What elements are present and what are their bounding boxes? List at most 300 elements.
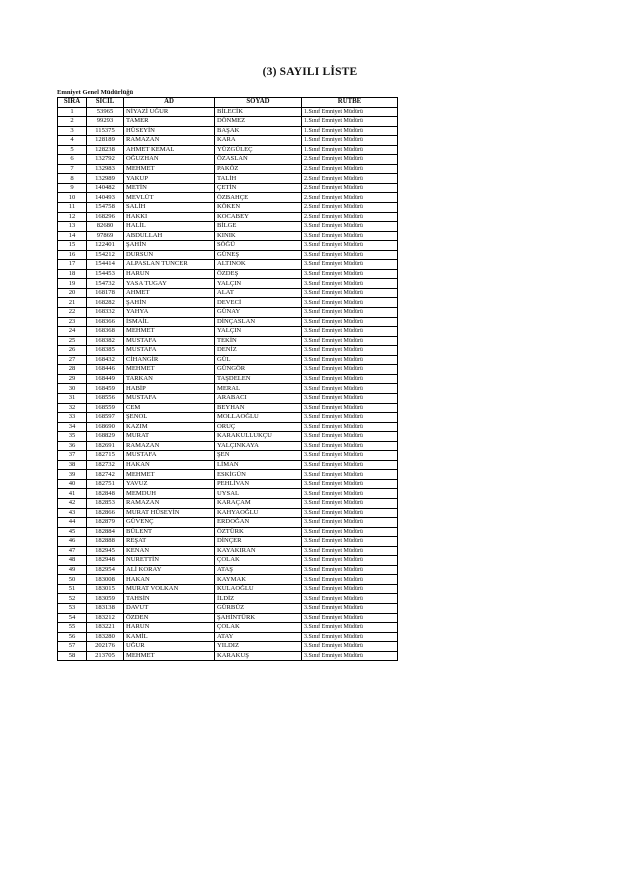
cell-soyad: ATAY (215, 632, 302, 642)
cell-sira: 23 (58, 317, 87, 327)
cell-sira: 38 (58, 460, 87, 470)
cell-sicil: 168332 (87, 308, 124, 318)
cell-soyad: TEKİN (215, 336, 302, 346)
cell-sira: 12 (58, 212, 87, 222)
cell-soyad: ARABACI (215, 393, 302, 403)
table-row (58, 384, 398, 394)
cell-rutbe: 3.Sınıf Emniyet Müdürü (302, 613, 398, 623)
cell-sira: 50 (58, 575, 87, 585)
cell-sicil: 154212 (87, 250, 124, 260)
cell-soyad: YÜZGÜLEÇ (215, 145, 302, 155)
cell-ad: TAMER (124, 117, 215, 127)
table-row (58, 212, 398, 222)
cell-sira: 6 (58, 155, 87, 165)
cell-rutbe: 2.Sınıf Emniyet Müdürü (302, 193, 398, 203)
cell-sicil: 182888 (87, 537, 124, 547)
table-row (58, 241, 398, 251)
cell-ad: DURSUN (124, 250, 215, 260)
table-row (58, 126, 398, 136)
cell-rutbe: 1.Sınıf Emniyet Müdürü (302, 145, 398, 155)
cell-soyad: YALÇINKAYA (215, 441, 302, 451)
cell-sicil: 140482 (87, 183, 124, 193)
cell-soyad: ÖZDEŞ (215, 269, 302, 279)
table-row (58, 623, 398, 633)
table-row (58, 107, 398, 117)
cell-ad: MEVLÜT (124, 193, 215, 203)
cell-sicil: 182848 (87, 489, 124, 499)
cell-rutbe: 3.Sınıf Emniyet Müdürü (302, 470, 398, 480)
cell-sicil: 183212 (87, 613, 124, 623)
cell-rutbe: 3.Sınıf Emniyet Müdürü (302, 498, 398, 508)
cell-rutbe: 3.Sınıf Emniyet Müdürü (302, 346, 398, 356)
cell-ad: KENAN (124, 546, 215, 556)
cell-sira: 9 (58, 183, 87, 193)
cell-sira: 26 (58, 346, 87, 356)
cell-sicil: 183059 (87, 594, 124, 604)
table-row (58, 298, 398, 308)
cell-soyad: SÖĞÜ (215, 241, 302, 251)
cell-soyad: BEYHAN (215, 403, 302, 413)
cell-sicil: 182884 (87, 527, 124, 537)
cell-sira: 41 (58, 489, 87, 499)
cell-sira: 55 (58, 623, 87, 633)
cell-ad: YAVUZ (124, 479, 215, 489)
cell-ad: TAHSİN (124, 594, 215, 604)
cell-sicil: 182751 (87, 479, 124, 489)
cell-sira: 54 (58, 613, 87, 623)
cell-rutbe: 3.Sınıf Emniyet Müdürü (302, 365, 398, 375)
cell-sira: 52 (58, 594, 87, 604)
header-rutbe: RÜTBE (302, 98, 398, 108)
cell-ad: MUSTAFA (124, 336, 215, 346)
cell-ad: MUSTAFA (124, 346, 215, 356)
cell-ad: ŞAHİN (124, 298, 215, 308)
table-row (58, 584, 398, 594)
cell-ad: ALİ KORAY (124, 565, 215, 575)
cell-sicil: 168282 (87, 298, 124, 308)
cell-soyad: ATAŞ (215, 565, 302, 575)
table-row (58, 174, 398, 184)
cell-rutbe: 3.Sınıf Emniyet Müdürü (302, 489, 398, 499)
cell-sira: 58 (58, 651, 87, 661)
table-row (58, 327, 398, 337)
cell-ad: YAHYA (124, 308, 215, 318)
cell-soyad: PAKÖZ (215, 164, 302, 174)
table-row (58, 594, 398, 604)
cell-ad: REŞAT (124, 537, 215, 547)
table-row (58, 546, 398, 556)
cell-rutbe: 2.Sınıf Emniyet Müdürü (302, 155, 398, 165)
cell-soyad: YALÇIN (215, 327, 302, 337)
cell-rutbe: 3.Sınıf Emniyet Müdürü (302, 374, 398, 384)
cell-sira: 7 (58, 164, 87, 174)
cell-soyad: ÖZBAHÇE (215, 193, 302, 203)
cell-ad: TARKAN (124, 374, 215, 384)
cell-sira: 29 (58, 374, 87, 384)
cell-rutbe: 3.Sınıf Emniyet Müdürü (302, 260, 398, 270)
table-row (58, 451, 398, 461)
cell-ad: RAMAZAN (124, 136, 215, 146)
cell-sira: 1 (58, 107, 87, 117)
cell-soyad: ESKİGÜN (215, 470, 302, 480)
cell-rutbe: 3.Sınıf Emniyet Müdürü (302, 603, 398, 613)
cell-soyad: İLDİZ (215, 594, 302, 604)
table-row (58, 632, 398, 642)
cell-sicil: 182945 (87, 546, 124, 556)
cell-sira: 33 (58, 413, 87, 423)
cell-soyad: GÜL (215, 355, 302, 365)
table-row (58, 642, 398, 652)
cell-ad: HAKAN (124, 460, 215, 470)
cell-soyad: ÇOLAK (215, 623, 302, 633)
cell-sicil: 182879 (87, 518, 124, 528)
cell-sira: 53 (58, 603, 87, 613)
cell-rutbe: 2.Sınıf Emniyet Müdürü (302, 183, 398, 193)
cell-sicil: 168432 (87, 355, 124, 365)
cell-sira: 4 (58, 136, 87, 146)
cell-sicil: 128238 (87, 145, 124, 155)
table-row (58, 250, 398, 260)
cell-ad: HABİP (124, 384, 215, 394)
cell-rutbe: 3.Sınıf Emniyet Müdürü (302, 651, 398, 661)
cell-soyad: KAYMAK (215, 575, 302, 585)
cell-rutbe: 3.Sınıf Emniyet Müdürü (302, 565, 398, 575)
cell-rutbe: 3.Sınıf Emniyet Müdürü (302, 527, 398, 537)
table-row (58, 346, 398, 356)
cell-ad: SALİH (124, 203, 215, 213)
cell-sicil: 82680 (87, 222, 124, 232)
cell-soyad: BİLECİK (215, 107, 302, 117)
cell-sira: 40 (58, 479, 87, 489)
cell-soyad: UYSAL (215, 489, 302, 499)
cell-sira: 25 (58, 336, 87, 346)
cell-rutbe: 2.Sınıf Emniyet Müdürü (302, 203, 398, 213)
cell-sira: 24 (58, 327, 87, 337)
cell-rutbe: 1.Sınıf Emniyet Müdürü (302, 126, 398, 136)
table-row (58, 193, 398, 203)
cell-ad: RAMAZAN (124, 441, 215, 451)
table-row (58, 403, 398, 413)
cell-rutbe: 3.Sınıf Emniyet Müdürü (302, 537, 398, 547)
cell-sicil: 154758 (87, 203, 124, 213)
cell-sicil: 182742 (87, 470, 124, 480)
cell-soyad: GÜNEŞ (215, 250, 302, 260)
cell-rutbe: 1.Sınıf Emniyet Müdürü (302, 117, 398, 127)
cell-sicil: 168385 (87, 346, 124, 356)
cell-soyad: LİMAN (215, 460, 302, 470)
cell-rutbe: 3.Sınıf Emniyet Müdürü (302, 632, 398, 642)
cell-soyad: KAYAKIRAN (215, 546, 302, 556)
table-row (58, 441, 398, 451)
cell-rutbe: 3.Sınıf Emniyet Müdürü (302, 250, 398, 260)
cell-ad: HÜSEYİN (124, 126, 215, 136)
cell-ad: MEMDUH (124, 489, 215, 499)
cell-sira: 32 (58, 403, 87, 413)
cell-soyad: ŞAHİNTÜRK (215, 613, 302, 623)
cell-ad: HARUN (124, 269, 215, 279)
table-row (58, 613, 398, 623)
cell-rutbe: 3.Sınıf Emniyet Müdürü (302, 317, 398, 327)
cell-rutbe: 3.Sınıf Emniyet Müdürü (302, 241, 398, 251)
cell-sira: 39 (58, 470, 87, 480)
personnel-table (57, 97, 398, 661)
cell-sira: 34 (58, 422, 87, 432)
cell-rutbe: 3.Sınıf Emniyet Müdürü (302, 451, 398, 461)
cell-ad: İSMAİL (124, 317, 215, 327)
cell-sicil: 154732 (87, 279, 124, 289)
cell-sicil: 132989 (87, 174, 124, 184)
cell-sira: 35 (58, 432, 87, 442)
cell-soyad: KÖKEN (215, 203, 302, 213)
cell-soyad: DİNÇER (215, 537, 302, 547)
cell-ad: HALİL (124, 222, 215, 232)
cell-sira: 30 (58, 384, 87, 394)
table-row (58, 260, 398, 270)
cell-rutbe: 2.Sınıf Emniyet Müdürü (302, 174, 398, 184)
cell-sira: 18 (58, 269, 87, 279)
cell-ad: ABDULLAH (124, 231, 215, 241)
table-row (58, 308, 398, 318)
table-row (58, 432, 398, 442)
cell-sira: 22 (58, 308, 87, 318)
cell-sira: 21 (58, 298, 87, 308)
cell-sicil: 128189 (87, 136, 124, 146)
cell-rutbe: 3.Sınıf Emniyet Müdürü (302, 556, 398, 566)
cell-ad: MEHMET (124, 164, 215, 174)
table-row (58, 393, 398, 403)
cell-rutbe: 3.Sınıf Emniyet Müdürü (302, 422, 398, 432)
cell-rutbe: 3.Sınıf Emniyet Müdürü (302, 584, 398, 594)
cell-sira: 57 (58, 642, 87, 652)
cell-sicil: 182866 (87, 508, 124, 518)
cell-rutbe: 3.Sınıf Emniyet Müdürü (302, 642, 398, 652)
table-row (58, 136, 398, 146)
cell-soyad: KARAÇAM (215, 498, 302, 508)
cell-sira: 27 (58, 355, 87, 365)
table-row (58, 374, 398, 384)
cell-soyad: KOCABEY (215, 212, 302, 222)
cell-sira: 49 (58, 565, 87, 575)
cell-rutbe: 3.Sınıf Emniyet Müdürü (302, 393, 398, 403)
cell-sira: 42 (58, 498, 87, 508)
table-row (58, 317, 398, 327)
cell-sicil: 122401 (87, 241, 124, 251)
cell-sicil: 99293 (87, 117, 124, 127)
cell-sicil: 182691 (87, 441, 124, 451)
cell-rutbe: 3.Sınıf Emniyet Müdürü (302, 355, 398, 365)
cell-sira: 8 (58, 174, 87, 184)
cell-sira: 10 (58, 193, 87, 203)
cell-ad: UĞUR (124, 642, 215, 652)
cell-ad: GÜVENÇ (124, 518, 215, 528)
cell-ad: ŞAHİN (124, 241, 215, 251)
cell-sicil: 168559 (87, 403, 124, 413)
cell-ad: MEHMET (124, 651, 215, 661)
cell-rutbe: 3.Sınıf Emniyet Müdürü (302, 546, 398, 556)
cell-ad: AHMET KEMAL (124, 145, 215, 155)
cell-soyad: ALAT (215, 288, 302, 298)
cell-sira: 51 (58, 584, 87, 594)
table-row (58, 651, 398, 661)
cell-rutbe: 3.Sınıf Emniyet Müdürü (302, 222, 398, 232)
cell-ad: MEHMET (124, 470, 215, 480)
cell-soyad: KARAKUŞ (215, 651, 302, 661)
table-row (58, 155, 398, 165)
table-row (58, 422, 398, 432)
cell-soyad: KARA (215, 136, 302, 146)
cell-soyad: BAŞAK (215, 126, 302, 136)
cell-ad: HARUN (124, 623, 215, 633)
table-row (58, 556, 398, 566)
table-row (58, 355, 398, 365)
cell-ad: CEM (124, 403, 215, 413)
cell-rutbe: 2.Sınıf Emniyet Müdürü (302, 212, 398, 222)
cell-rutbe: 2.Sınıf Emniyet Müdürü (302, 164, 398, 174)
cell-ad: MUSTAFA (124, 451, 215, 461)
cell-rutbe: 3.Sınıf Emniyet Müdürü (302, 623, 398, 633)
cell-rutbe: 3.Sınıf Emniyet Müdürü (302, 298, 398, 308)
cell-soyad: DEVECİ (215, 298, 302, 308)
cell-ad: BÜLENT (124, 527, 215, 537)
cell-soyad: GÜRBÜZ (215, 603, 302, 613)
cell-sicil: 154414 (87, 260, 124, 270)
table-row (58, 527, 398, 537)
cell-sicil: 202176 (87, 642, 124, 652)
cell-rutbe: 3.Sınıf Emniyet Müdürü (302, 403, 398, 413)
table-row (58, 117, 398, 127)
cell-ad: KAZIM (124, 422, 215, 432)
cell-rutbe: 1.Sınıf Emniyet Müdürü (302, 136, 398, 146)
cell-soyad: YILDIZ (215, 642, 302, 652)
cell-sicil: 183008 (87, 575, 124, 585)
cell-ad: MUSTAFA (124, 393, 215, 403)
cell-rutbe: 3.Sınıf Emniyet Müdürü (302, 460, 398, 470)
cell-sira: 13 (58, 222, 87, 232)
cell-sicil: 168368 (87, 327, 124, 337)
table-row (58, 336, 398, 346)
header-sira: SIRA (58, 98, 87, 108)
cell-sicil: 168459 (87, 384, 124, 394)
cell-sicil: 168597 (87, 413, 124, 423)
cell-soyad: ÇOLAK (215, 556, 302, 566)
cell-sira: 17 (58, 260, 87, 270)
cell-soyad: DENİZ (215, 346, 302, 356)
cell-sira: 2 (58, 117, 87, 127)
cell-sira: 48 (58, 556, 87, 566)
cell-ad: RAMAZAN (124, 498, 215, 508)
cell-ad: MURAT (124, 432, 215, 442)
table-row (58, 203, 398, 213)
cell-sira: 45 (58, 527, 87, 537)
cell-rutbe: 3.Sınıf Emniyet Müdürü (302, 441, 398, 451)
cell-soyad: ALTINOK (215, 260, 302, 270)
institution-subtitle: Emniyet Genel Müdürlüğü (57, 89, 134, 96)
cell-soyad: TALİH (215, 174, 302, 184)
cell-sira: 5 (58, 145, 87, 155)
cell-sicil: 182954 (87, 565, 124, 575)
cell-sira: 43 (58, 508, 87, 518)
cell-ad: AHMET (124, 288, 215, 298)
cell-sicil: 168449 (87, 374, 124, 384)
table-row (58, 565, 398, 575)
cell-soyad: BİLGE (215, 222, 302, 232)
cell-ad: KAMİL (124, 632, 215, 642)
cell-sira: 20 (58, 288, 87, 298)
cell-rutbe: 3.Sınıf Emniyet Müdürü (302, 479, 398, 489)
cell-ad: HAKKI (124, 212, 215, 222)
cell-sira: 37 (58, 451, 87, 461)
cell-sira: 15 (58, 241, 87, 251)
cell-rutbe: 3.Sınıf Emniyet Müdürü (302, 508, 398, 518)
cell-sira: 28 (58, 365, 87, 375)
cell-soyad: GÜNGÖR (215, 365, 302, 375)
cell-soyad: MERAL (215, 384, 302, 394)
cell-sicil: 168829 (87, 432, 124, 442)
table-row (58, 603, 398, 613)
cell-sicil: 168382 (87, 336, 124, 346)
cell-ad: NİYAZİ UĞUR (124, 107, 215, 117)
cell-soyad: TAŞDELEN (215, 374, 302, 384)
cell-rutbe: 3.Sınıf Emniyet Müdürü (302, 413, 398, 423)
cell-rutbe: 3.Sınıf Emniyet Müdürü (302, 231, 398, 241)
table-row (58, 164, 398, 174)
cell-sicil: 168366 (87, 317, 124, 327)
cell-rutbe: 3.Sınıf Emniyet Müdürü (302, 336, 398, 346)
cell-soyad: KULAOĞLU (215, 584, 302, 594)
cell-rutbe: 3.Sınıf Emniyet Müdürü (302, 279, 398, 289)
cell-sicil: 182948 (87, 556, 124, 566)
table-row (58, 231, 398, 241)
table-row (58, 498, 398, 508)
cell-ad: DAVUT (124, 603, 215, 613)
cell-sicil: 182715 (87, 451, 124, 461)
cell-rutbe: 3.Sınıf Emniyet Müdürü (302, 269, 398, 279)
cell-sira: 36 (58, 441, 87, 451)
cell-rutbe: 3.Sınıf Emniyet Müdürü (302, 288, 398, 298)
cell-soyad: DÖNMEZ (215, 117, 302, 127)
table-row (58, 269, 398, 279)
cell-sira: 14 (58, 231, 87, 241)
cell-ad: NURETTİN (124, 556, 215, 566)
header-ad: AD (124, 98, 215, 108)
cell-sicil: 115375 (87, 126, 124, 136)
cell-sicil: 183138 (87, 603, 124, 613)
cell-soyad: DİNÇASLAN (215, 317, 302, 327)
cell-ad: ALPASLAN TUNCER (124, 260, 215, 270)
cell-ad: ŞENOL (124, 413, 215, 423)
cell-sicil: 213705 (87, 651, 124, 661)
cell-soyad: YALÇIN (215, 279, 302, 289)
cell-sicil: 132983 (87, 164, 124, 174)
cell-rutbe: 3.Sınıf Emniyet Müdürü (302, 384, 398, 394)
cell-sicil: 183221 (87, 623, 124, 633)
cell-ad: HAKAN (124, 575, 215, 585)
cell-rutbe: 3.Sınıf Emniyet Müdürü (302, 575, 398, 585)
cell-soyad: MOLLAOĞLU (215, 413, 302, 423)
page-title: (3) SAYILI LİSTE (262, 66, 358, 78)
cell-ad: MEHMET (124, 327, 215, 337)
cell-sicil: 183015 (87, 584, 124, 594)
cell-soyad: ÇETİN (215, 183, 302, 193)
cell-sicil: 154453 (87, 269, 124, 279)
cell-rutbe: 3.Sınıf Emniyet Müdürü (302, 308, 398, 318)
cell-ad: CİHANGİR (124, 355, 215, 365)
cell-sira: 3 (58, 126, 87, 136)
cell-rutbe: 3.Sınıf Emniyet Müdürü (302, 327, 398, 337)
cell-sicil: 140493 (87, 193, 124, 203)
table-row (58, 537, 398, 547)
table-header-row (58, 98, 398, 108)
